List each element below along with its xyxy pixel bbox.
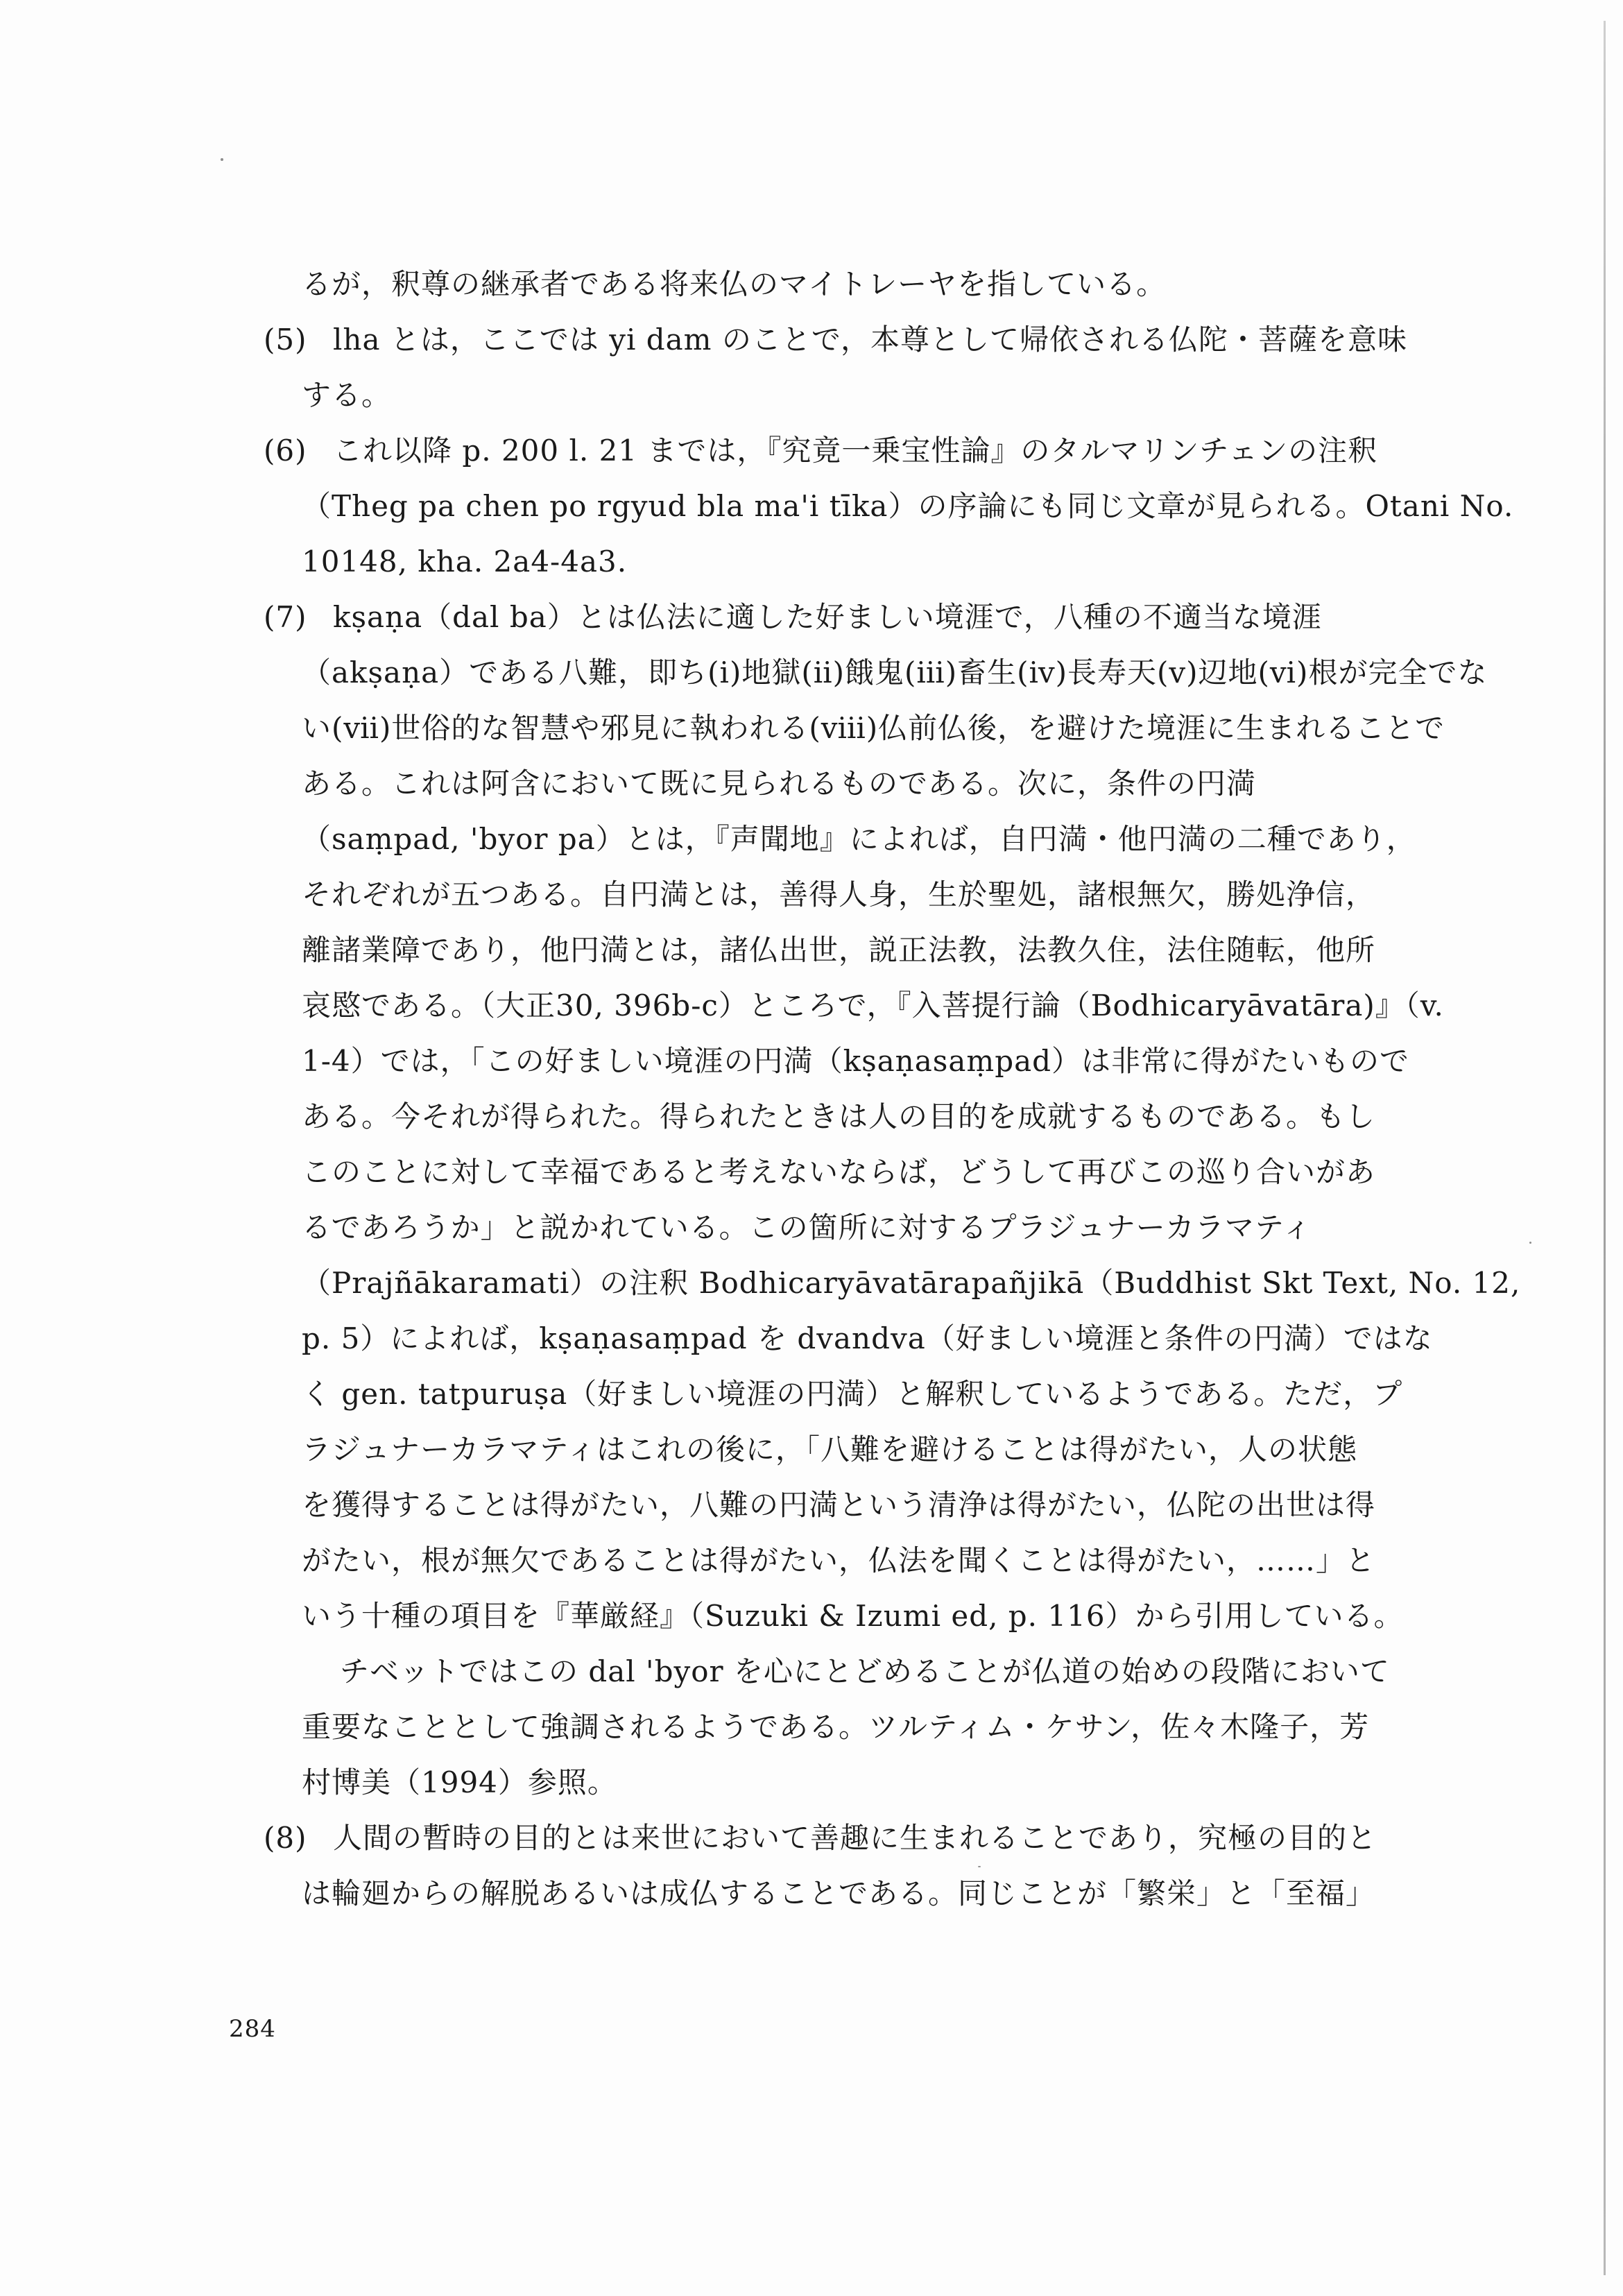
note-text: 人間の暫時の目的とは来世において善趣に生まれることであり，究極の目的と: [333, 1821, 1377, 1855]
scan-speck: [1529, 1242, 1531, 1244]
body-line: （Theg pa chen po rgyud bla ma'i tīka）の序論にも同じ文章が見られる。Otani No.: [302, 489, 1514, 523]
note-line: [264, 312, 1429, 368]
page-number: 284: [229, 2015, 276, 2043]
body-line: このことに対して幸福であると考えないならば，どうして再びこの巡り合いがあ: [302, 1155, 1376, 1189]
note-text: lha とは，ここでは yi dam のことで，本尊として帰依される仏陀・菩薩を意味: [333, 323, 1407, 357]
note-number: (5): [264, 323, 307, 357]
note-number: (6): [264, 434, 307, 468]
scan-speck: [221, 158, 223, 161]
page-binding-edge: [1604, 21, 1606, 2275]
body-line: を獲得することは得がたい，八難の円満という清浄は得がたい，仏陀の出世は得: [302, 1488, 1376, 1522]
note-text: これ以降 p. 200 l. 21 までは，『究竟一乗宝性論』のタルマリンチェンの注釈: [333, 434, 1378, 468]
body-line: い(ⅶ)世俗的な智慧や邪見に執われる(ⅷ)仏前仏後，を避けた境涯に生まれることで: [302, 711, 1445, 745]
footnote-text-block: [264, 257, 1521, 1921]
body-line: ラジュナーカラマティはこれの後に，「八難を避けることは得がたい，人の状態: [302, 1432, 1357, 1466]
note-text: kṣaṇa（dal ba）とは仏法に適した好ましい境涯で，八種の不適当な境涯: [333, 600, 1322, 634]
body-line: p. 5）によれば，kṣaṇasaṃpad を dvandva（好ましい境涯と条件の円満）ではな: [302, 1321, 1433, 1355]
note-number: (8): [264, 1821, 307, 1855]
body-line: それぞれが五つある。自円満とは，善得人身，生於聖処，諸根無欠，勝処浄信，: [302, 877, 1376, 911]
body-line: （saṃpad, 'byor pa）とは，『声聞地』によれば，自円満・他円満の二種であり，: [302, 822, 1416, 856]
body-line: （Prajñākaramati）の注釈 Bodhicaryāvatārapañjikā（Buddhist Skt Text, No. 12,: [302, 1266, 1521, 1300]
body-line: るであろうか」と説かれている。この箇所に対するプラジュナーカラマティ: [302, 1210, 1312, 1244]
body-line: 村博美（1994）参照。: [302, 1765, 617, 1799]
body-line: 10148, kha. 2a4-4a3.: [302, 545, 628, 579]
body-line: るが，釈尊の継承者である将来仏のマイトレーヤを指している。: [302, 267, 1167, 301]
note-line: [264, 590, 1429, 645]
body-line: は輪廻からの解脱あるいは成仏することである。同じことが「繁栄」と「至福」: [302, 1876, 1376, 1910]
body-line: く gen. tatpuruṣa（好ましい境涯の円満）と解釈しているようである。ただ，プ: [302, 1377, 1403, 1411]
body-line: する。: [302, 378, 392, 412]
body-line: ある。今それが得られた。得られたときは人の目的を成就するものである。もし: [302, 1099, 1376, 1133]
paragraph-first-line: チベットではこの dal 'byor を心にとどめることが仏道の始めの段階において: [340, 1654, 1390, 1688]
body-line: 1-4）では，「この好ましい境涯の円満（kṣaṇasaṃpad）は非常に得がたいもので: [302, 1044, 1410, 1078]
body-line: ある。これは阿含において既に見られるものである。次に，条件の円満: [302, 766, 1257, 800]
note-number: (7): [264, 600, 307, 634]
body-line: （akṣaṇa）である八難，即ち(ⅰ)地獄(ⅱ)餓鬼(ⅲ)畜生(ⅳ)長寿天(ⅴ)辺地(ⅵ)根が完全でな: [302, 656, 1488, 689]
body-line: 離諸業障であり，他円満とは，諸仏出世，説正法教，法教久住，法住随転，他所: [302, 933, 1376, 967]
note-line: [264, 1810, 1429, 1866]
note-line: [264, 423, 1429, 479]
body-line: がたい，根が無欠であることは得がたい，仏法を聞くことは得がたい，……」と: [302, 1543, 1376, 1577]
body-line: いう十種の項目を『華厳経』（Suzuki & Izumi ed, p. 116）から引用している。: [302, 1599, 1404, 1633]
body-line: 哀愍である。（大正30, 396b-c）ところで，『入菩提行論（Bodhicaryāvatāra)』（v.: [302, 988, 1444, 1022]
body-line: 重要なこととして強調されるようである。ツルティム・ケサン，佐々木隆子，芳: [302, 1710, 1370, 1744]
